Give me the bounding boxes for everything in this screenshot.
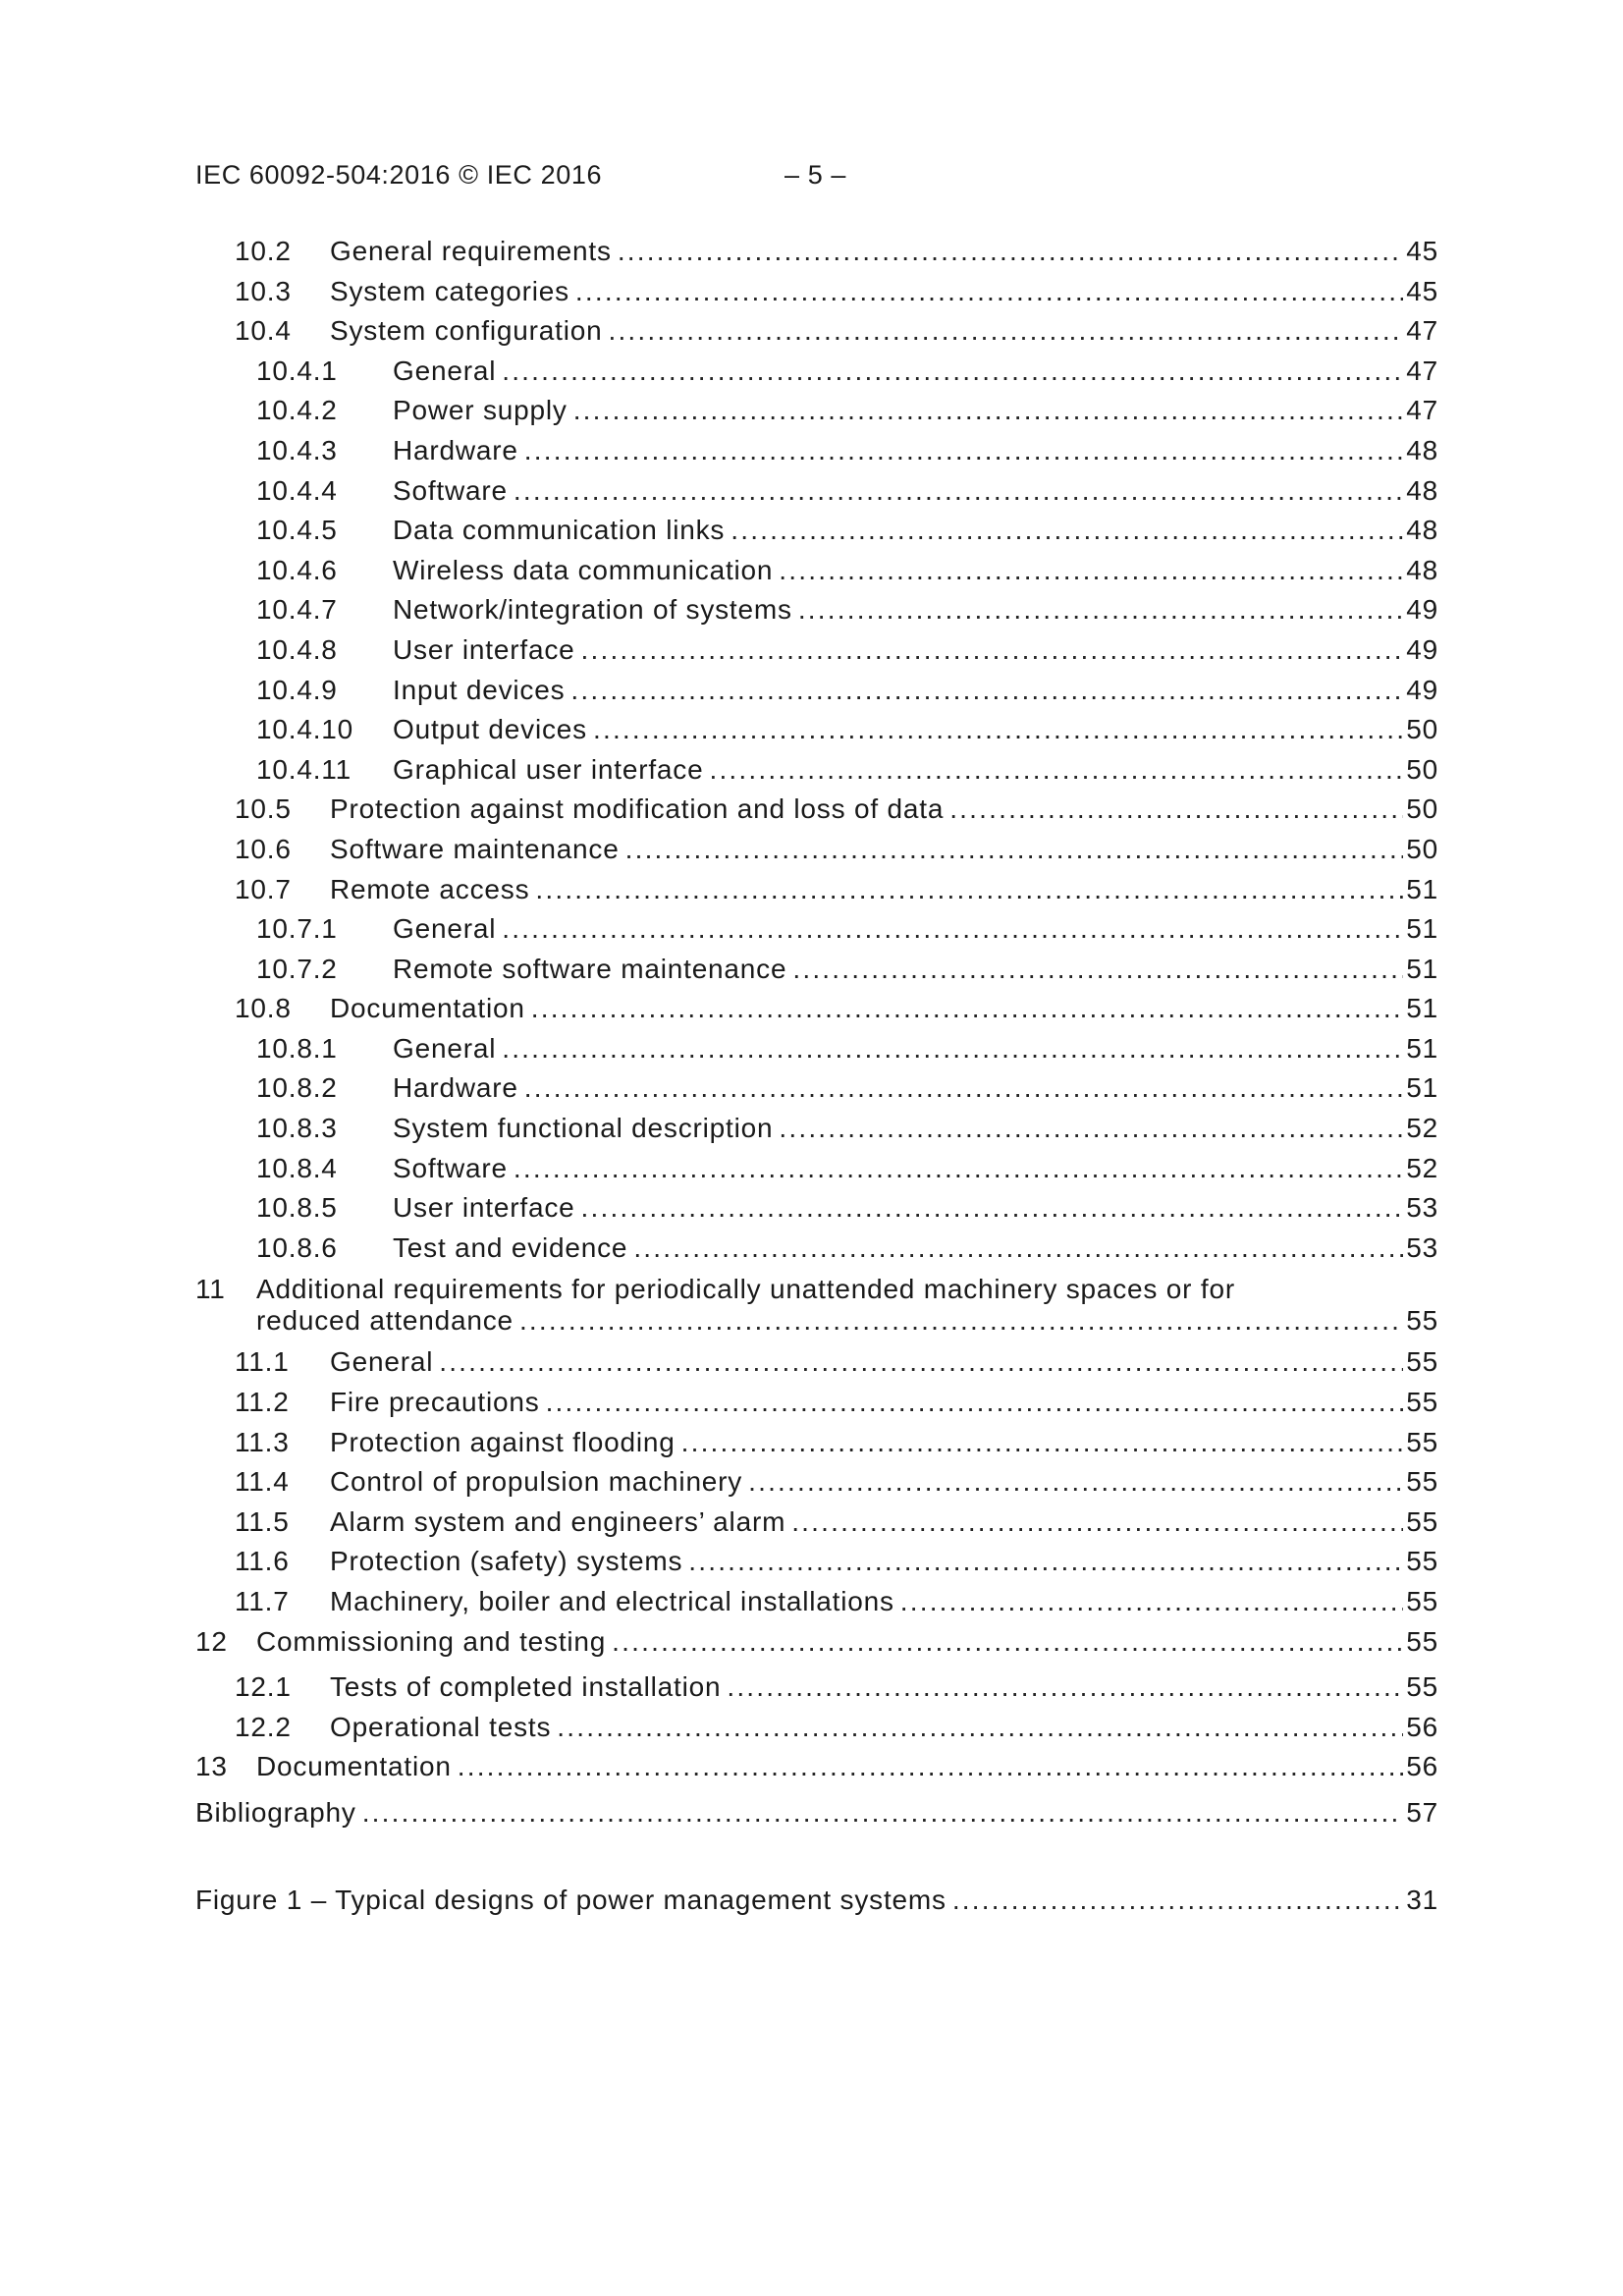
toc-page: 51 — [1406, 953, 1438, 984]
toc-title: System functional description — [393, 1113, 774, 1144]
toc-title: Software — [393, 474, 508, 506]
toc-entry[interactable] — [195, 1622, 1438, 1663]
dot-leader — [514, 1149, 1403, 1189]
toc-title: Test and evidence — [393, 1231, 628, 1263]
toc-number: 11.7 — [235, 1586, 290, 1616]
toc-number: 11.5 — [235, 1505, 290, 1537]
toc-page: 49 — [1406, 674, 1438, 705]
dot-leader — [535, 870, 1403, 910]
toc-title: Input devices — [393, 674, 566, 705]
dot-leader — [575, 272, 1403, 312]
toc-entry[interactable] — [195, 391, 1438, 431]
toc-number: 10.4.2 — [256, 395, 338, 426]
toc-entry[interactable] — [195, 630, 1438, 671]
toc-page: 55 — [1406, 1466, 1438, 1498]
toc-number: 12 — [195, 1625, 228, 1657]
toc-entry[interactable] — [195, 710, 1438, 750]
toc-page: 48 — [1406, 554, 1438, 585]
toc-entry[interactable] — [195, 950, 1438, 990]
toc-entry[interactable] — [195, 471, 1438, 512]
dot-leader — [608, 311, 1403, 352]
standard-reference: IEC 60092-504:2016 © IEC 2016 — [195, 160, 603, 190]
toc-number: 13 — [195, 1751, 228, 1782]
dot-leader — [581, 630, 1404, 671]
toc-number: 10.8.6 — [256, 1231, 338, 1263]
toc-title-continued: reduced attendance — [256, 1305, 514, 1337]
toc-entry[interactable] — [195, 551, 1438, 591]
toc-entry[interactable] — [195, 590, 1438, 630]
toc-entry[interactable] — [195, 989, 1438, 1029]
toc-title: Hardware — [393, 1072, 518, 1104]
dot-leader — [779, 551, 1403, 591]
toc-entry[interactable] — [195, 1029, 1438, 1069]
toc-page: 51 — [1406, 993, 1438, 1024]
dot-leader — [709, 750, 1403, 791]
toc-number: 10.4.7 — [256, 594, 338, 626]
toc-number: 10.8.1 — [256, 1032, 338, 1064]
toc-title: Documentation — [330, 993, 525, 1024]
toc-title: Machinery, boiler and electrical installations — [330, 1586, 894, 1616]
toc-entry[interactable] — [195, 1149, 1438, 1189]
toc-number: 10.4.9 — [256, 674, 338, 705]
toc-number: 10.4.4 — [256, 474, 338, 506]
toc-number: 10.7.2 — [256, 953, 338, 984]
toc-page: 56 — [1406, 1751, 1438, 1782]
toc-page: 49 — [1406, 633, 1438, 665]
toc-title: Protection against flooding — [330, 1426, 676, 1457]
toc-number: 11.1 — [235, 1346, 290, 1378]
toc-title: General — [393, 913, 497, 945]
toc-number: 10.7 — [235, 873, 292, 904]
toc-page: 52 — [1406, 1113, 1438, 1144]
toc-entry[interactable] — [195, 909, 1438, 950]
toc-page: 51 — [1406, 1032, 1438, 1064]
toc-entry[interactable] — [195, 1423, 1438, 1463]
toc-page: 55 — [1406, 1387, 1438, 1418]
toc-number: 10.4.1 — [256, 355, 338, 386]
toc-page: 53 — [1406, 1231, 1438, 1263]
toc-number: 10.4.10 — [256, 714, 354, 745]
dot-leader — [949, 790, 1403, 830]
toc-number: 10.4.5 — [256, 515, 338, 546]
dot-leader — [439, 1342, 1403, 1383]
toc-title: System categories — [330, 275, 569, 306]
toc-page: 47 — [1406, 315, 1438, 347]
toc-entry[interactable] — [195, 830, 1438, 870]
toc-page: 55 — [1406, 1426, 1438, 1457]
toc-page: 51 — [1406, 913, 1438, 945]
toc-number: 10.8.3 — [256, 1113, 338, 1144]
toc-page: 48 — [1406, 515, 1438, 546]
toc-number: 10.2 — [235, 236, 292, 266]
toc-number: 10.8 — [235, 993, 292, 1024]
toc-page: 51 — [1406, 873, 1438, 904]
toc-title: Operational tests — [330, 1711, 552, 1742]
toc-number: 10.3 — [235, 275, 292, 306]
toc-number: 10.8.5 — [256, 1192, 338, 1224]
toc-number: 10.4 — [235, 315, 292, 347]
toc-number: 12.2 — [235, 1711, 292, 1742]
toc-entry[interactable] — [195, 511, 1438, 551]
toc-number: 11.3 — [235, 1426, 290, 1457]
dot-leader — [502, 352, 1403, 392]
dot-leader — [570, 671, 1403, 711]
toc-page: 57 — [1406, 1796, 1438, 1828]
page-header — [195, 157, 883, 192]
toc-title: Graphical user interface — [393, 753, 704, 785]
toc-title: Additional requirements for periodically unattended machinery spaces or for — [256, 1274, 1235, 1305]
toc-number: 10.4.11 — [256, 753, 352, 785]
toc-page: 55 — [1406, 1346, 1438, 1378]
toc-page: 53 — [1406, 1192, 1438, 1224]
dot-leader — [546, 1383, 1403, 1423]
dot-leader — [727, 1667, 1403, 1708]
toc-page: 52 — [1406, 1152, 1438, 1183]
toc-page: 55 — [1406, 1546, 1438, 1577]
toc-entry[interactable] — [195, 1188, 1438, 1229]
toc-title: Alarm system and engineers’ alarm — [330, 1505, 786, 1537]
dot-leader — [502, 909, 1403, 950]
dot-leader — [593, 710, 1403, 750]
toc-number: 11 — [195, 1274, 226, 1305]
toc-number: 10.4.6 — [256, 554, 338, 585]
toc-page: 55 — [1406, 1671, 1438, 1703]
dot-leader — [900, 1582, 1403, 1622]
toc-title: Wireless data communication — [393, 554, 774, 585]
figure-list-entry[interactable] — [195, 1881, 1438, 1921]
toc-title: General requirements — [330, 236, 612, 266]
figure-page: 31 — [1406, 1884, 1438, 1915]
toc-number: 10.8.4 — [256, 1152, 338, 1183]
toc-entry[interactable] — [195, 790, 1438, 830]
dot-leader — [502, 1029, 1403, 1069]
toc-title: Data communication links — [393, 515, 726, 546]
toc-entry[interactable] — [195, 431, 1438, 471]
figure-title: Figure 1 – Typical designs of power management systems — [195, 1884, 947, 1915]
toc-entry[interactable] — [195, 1708, 1438, 1748]
toc-title: Protection against modification and loss of data — [330, 793, 945, 825]
toc-entry[interactable] — [195, 272, 1438, 312]
toc-title: Commissioning and testing — [256, 1625, 607, 1657]
dot-leader — [748, 1462, 1403, 1503]
dot-leader — [612, 1622, 1403, 1663]
toc-title: Network/integration of systems — [393, 594, 792, 626]
toc-entry[interactable] — [195, 311, 1438, 352]
toc-title: Output devices — [393, 714, 587, 745]
toc-number: 11.6 — [235, 1546, 290, 1577]
dot-leader — [798, 590, 1403, 630]
toc-entry[interactable] — [195, 1462, 1438, 1503]
dot-leader — [524, 431, 1403, 471]
toc-title: Documentation — [256, 1751, 452, 1782]
toc-number: 10.8.2 — [256, 1072, 338, 1104]
toc-page: 50 — [1406, 793, 1438, 825]
toc-page: 48 — [1406, 474, 1438, 506]
toc-title: General — [330, 1346, 434, 1378]
toc-title: Bibliography — [195, 1796, 356, 1828]
toc-title: User interface — [393, 1192, 575, 1224]
toc-title: Power supply — [393, 395, 568, 426]
dot-leader — [519, 1305, 1403, 1337]
toc-title: Protection (safety) systems — [330, 1546, 683, 1577]
table-of-contents — [195, 232, 1438, 1920]
toc-entry-bibliography[interactable] — [195, 1793, 1438, 1833]
toc-title: Remote software maintenance — [393, 953, 787, 984]
dot-leader — [681, 1423, 1403, 1463]
toc-entry[interactable] — [195, 1542, 1438, 1582]
dot-leader — [688, 1542, 1403, 1582]
dot-leader — [730, 511, 1403, 551]
toc-page: 50 — [1406, 753, 1438, 785]
toc-number: 10.4.3 — [256, 434, 338, 465]
toc-entry[interactable] — [195, 1667, 1438, 1708]
toc-entry[interactable] — [195, 1383, 1438, 1423]
dot-leader — [362, 1793, 1403, 1833]
toc-page: 45 — [1406, 236, 1438, 266]
toc-entry[interactable] — [195, 1109, 1438, 1149]
toc-page: 47 — [1406, 395, 1438, 426]
toc-title: Tests of completed installation — [330, 1671, 722, 1703]
toc-entry[interactable] — [195, 870, 1438, 910]
toc-entry[interactable] — [195, 1342, 1438, 1383]
toc-title: System configuration — [330, 315, 603, 347]
toc-title: Remote access — [330, 873, 530, 904]
toc-page: 56 — [1406, 1711, 1438, 1742]
toc-number: 11.2 — [235, 1387, 290, 1418]
toc-title: Hardware — [393, 434, 518, 465]
dot-leader — [524, 1068, 1403, 1109]
toc-entry[interactable] — [195, 1229, 1438, 1269]
toc-title: Fire precautions — [330, 1387, 540, 1418]
toc-number: 10.4.8 — [256, 633, 338, 665]
dot-leader — [514, 471, 1403, 512]
toc-number: 10.6 — [235, 833, 292, 864]
dot-leader — [952, 1881, 1403, 1921]
toc-number: 10.7.1 — [256, 913, 338, 945]
toc-page: 55 — [1406, 1625, 1438, 1657]
toc-entry[interactable] — [195, 1274, 1438, 1337]
toc-page: 47 — [1406, 355, 1438, 386]
toc-entry[interactable] — [195, 1582, 1438, 1622]
dot-leader — [633, 1229, 1403, 1269]
toc-number: 10.5 — [235, 793, 292, 825]
toc-page: 55 — [1406, 1305, 1438, 1337]
dot-leader — [625, 830, 1403, 870]
toc-title: General — [393, 1032, 497, 1064]
dot-leader — [618, 232, 1403, 272]
toc-page: 50 — [1406, 714, 1438, 745]
toc-entry[interactable] — [195, 352, 1438, 392]
dot-leader — [573, 391, 1403, 431]
toc-page: 45 — [1406, 275, 1438, 306]
dot-leader — [458, 1747, 1403, 1787]
toc-title: General — [393, 355, 497, 386]
dot-leader — [792, 950, 1403, 990]
page-number: – 5 – — [784, 160, 847, 190]
toc-entry[interactable] — [195, 232, 1438, 272]
dot-leader — [791, 1503, 1403, 1543]
toc-entry[interactable] — [195, 1747, 1438, 1787]
toc-title: User interface — [393, 633, 575, 665]
toc-title: Control of propulsion machinery — [330, 1466, 743, 1498]
toc-page: 55 — [1406, 1505, 1438, 1537]
toc-page: 55 — [1406, 1586, 1438, 1616]
toc-page: 48 — [1406, 434, 1438, 465]
toc-number: 11.4 — [235, 1466, 290, 1498]
toc-page: 50 — [1406, 833, 1438, 864]
toc-title: Software maintenance — [330, 833, 620, 864]
toc-page: 51 — [1406, 1072, 1438, 1104]
dot-leader — [531, 989, 1403, 1029]
dot-leader — [779, 1109, 1403, 1149]
toc-page: 49 — [1406, 594, 1438, 626]
toc-entry[interactable] — [195, 671, 1438, 711]
toc-entry[interactable] — [195, 1503, 1438, 1543]
toc-entry[interactable] — [195, 750, 1438, 791]
dot-leader — [557, 1708, 1403, 1748]
toc-title: Software — [393, 1152, 508, 1183]
toc-number: 12.1 — [235, 1671, 292, 1703]
dot-leader — [581, 1188, 1404, 1229]
toc-entry[interactable] — [195, 1068, 1438, 1109]
